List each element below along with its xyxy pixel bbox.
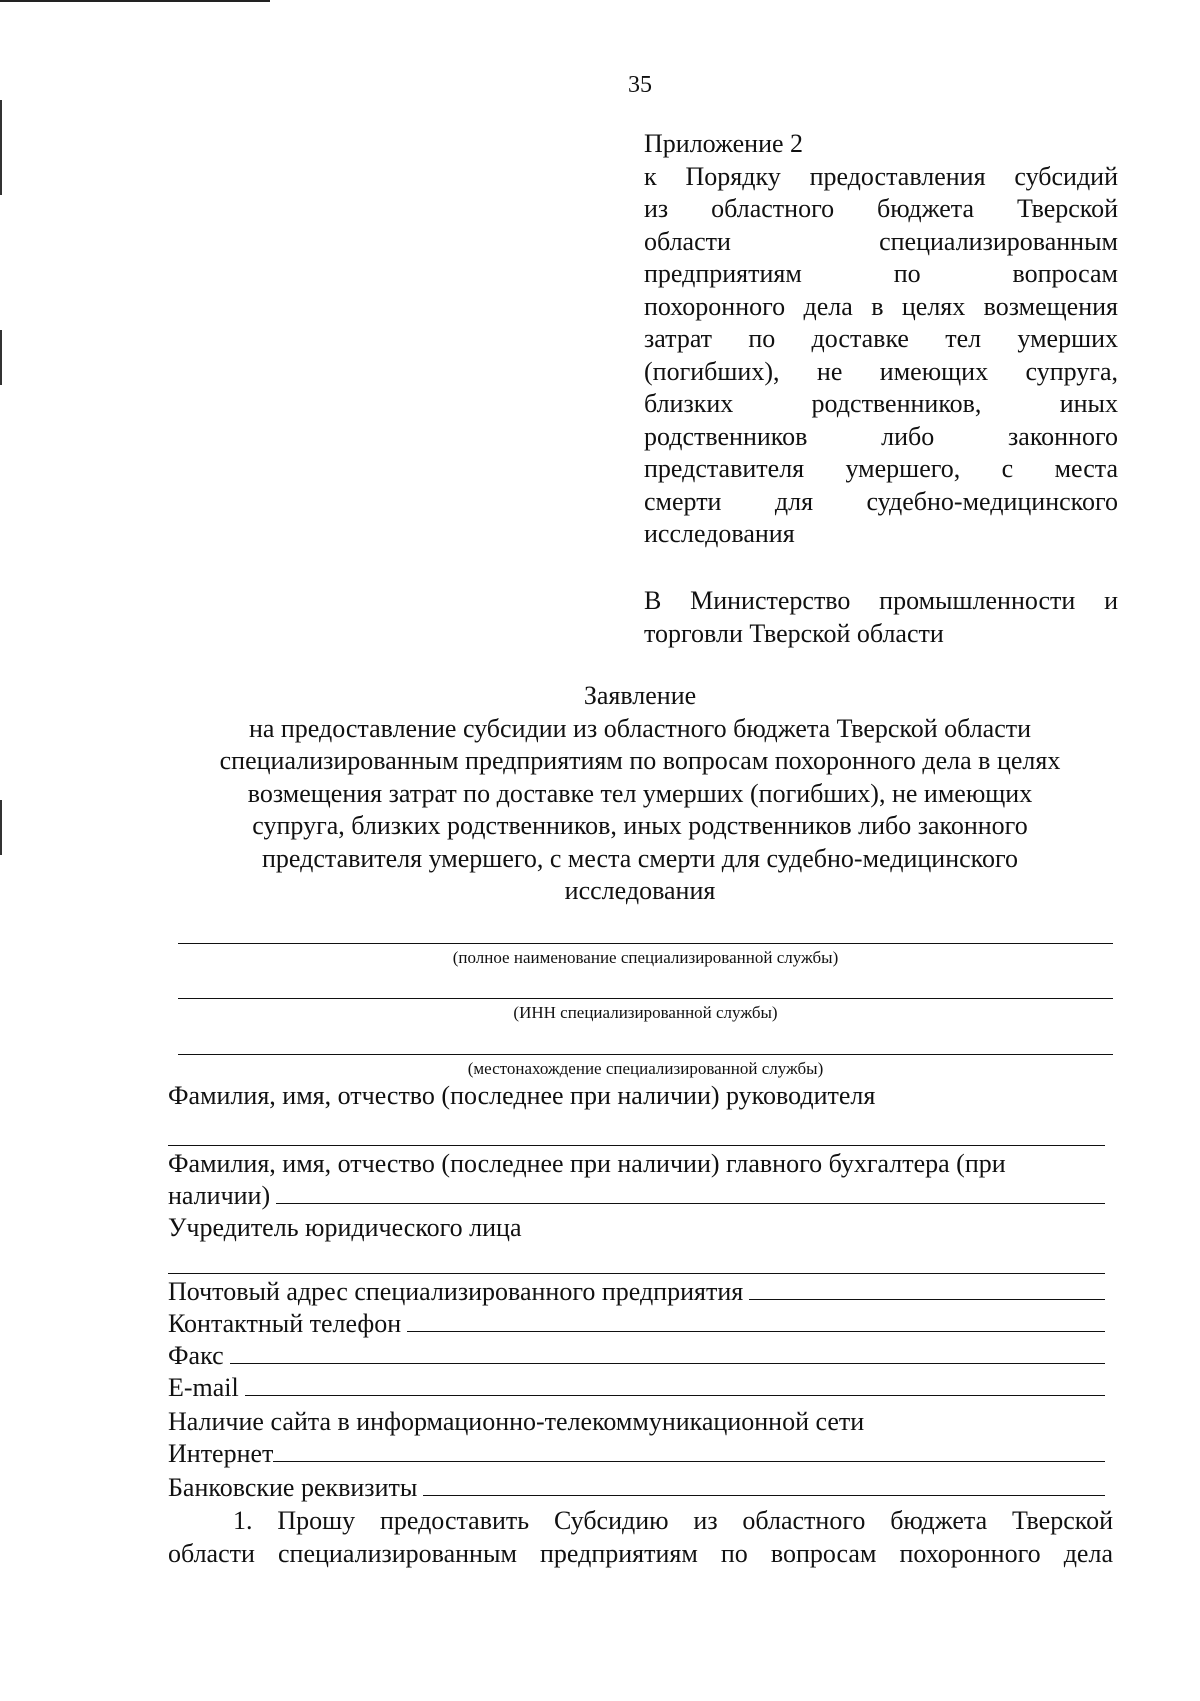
full-name-field[interactable]: [178, 943, 1113, 944]
statement-line: возмещения затрат по доставке тел умерших (погибших), не имеющих: [247, 778, 1033, 808]
founder-label-row: [168, 1212, 1105, 1244]
appendix-line: смерти для судебно-медицинского: [644, 486, 1118, 516]
appendix-title: Приложение 2: [644, 129, 804, 158]
appendix-line: к Порядку предоставления субсидий: [644, 161, 1118, 191]
paragraph-line: 1. Прошу предоставить Субсидию из областного бюджета Тверской: [233, 1506, 1113, 1535]
phone-row: [168, 1308, 1105, 1340]
statement-line: специализированным предприятиям по вопросам похоронного дела в целях: [219, 746, 1061, 775]
bank-row: [168, 1472, 1105, 1504]
accountant-label-row: [168, 1148, 1105, 1180]
page-number: 35: [628, 72, 652, 98]
statement-line: представителя умершего, с места смерти для судебно-медицинского: [262, 843, 1018, 873]
scan-artifact-left: [0, 100, 2, 195]
statement-title: Заявление: [583, 681, 697, 710]
appendix-line: из областного бюджета Тверской: [644, 194, 1118, 223]
appendix-line: близких родственников, иных: [644, 389, 1118, 418]
director-label-row: [168, 1080, 1105, 1112]
website-label-row: [168, 1406, 1105, 1438]
email-field[interactable]: [245, 1373, 1105, 1396]
location-field[interactable]: [178, 1054, 1113, 1055]
phone-field[interactable]: [407, 1309, 1105, 1332]
appendix-line: представителя умершего, с места: [644, 454, 1118, 483]
bank-field[interactable]: [423, 1473, 1105, 1496]
statement-line: исследования: [564, 876, 716, 905]
addressee: [644, 585, 1118, 650]
appendix-line: затрат по доставке тел умерших: [644, 324, 1118, 353]
scan-artifact-left: [0, 800, 2, 855]
paragraph-1: [168, 1505, 1113, 1570]
website-row: [168, 1438, 1105, 1470]
accountant-field[interactable]: [276, 1181, 1105, 1204]
addressee-line: торговли Тверской области: [644, 618, 944, 648]
postal-label: Почтовый адрес специализированного предприятия: [168, 1277, 744, 1306]
appendix-header: [644, 128, 1118, 551]
statement-line: на предоставление субсидии из областного бюджета Тверской области: [248, 713, 1032, 743]
appendix-line: родственников либо законного: [644, 421, 1118, 451]
director-field[interactable]: [168, 1145, 1105, 1146]
scan-artifact-left: [0, 330, 2, 385]
addressee-line: В Министерство промышленности и: [644, 586, 1118, 615]
director-label: Фамилия, имя, отчество (последнее при наличии) руководителя: [168, 1081, 876, 1110]
inn-caption: (ИНН специализированной службы): [513, 1003, 778, 1022]
bank-label: Банковские реквизиты: [168, 1473, 418, 1502]
location-caption: (местонахождение специализированной службы): [467, 1059, 824, 1078]
appendix-line: области специализированным: [644, 226, 1118, 256]
fax-field[interactable]: [230, 1341, 1105, 1364]
scan-artifact-top: [0, 0, 270, 2]
email-row: [168, 1372, 1105, 1404]
postal-row: [168, 1276, 1105, 1308]
statement-line: супруга, близких родственников, иных родственников либо законного: [252, 811, 1028, 840]
appendix-line: похоронного дела в целях возмещения: [644, 291, 1118, 321]
full-name-caption: (полное наименование специализированной службы): [452, 948, 839, 967]
appendix-line: исследования: [644, 519, 795, 548]
founder-field[interactable]: [168, 1273, 1105, 1274]
accountant-label: Фамилия, имя, отчество (последнее при наличии) главного бухгалтера (при: [168, 1149, 1006, 1178]
appendix-line: (погибших), не имеющих супруга,: [644, 356, 1118, 386]
fax-row: [168, 1340, 1105, 1372]
website-label-cont: Интернет: [168, 1439, 274, 1468]
email-label: E-mail: [168, 1373, 239, 1402]
appendix-line: предприятиям по вопросам: [644, 259, 1118, 288]
accountant-row: [168, 1180, 1105, 1212]
website-field[interactable]: [273, 1439, 1105, 1462]
statement-heading: [160, 680, 1120, 908]
accountant-label-cont: наличии): [168, 1181, 271, 1210]
inn-field[interactable]: [178, 998, 1113, 999]
postal-field[interactable]: [749, 1277, 1105, 1300]
phone-label: Контактный телефон: [168, 1309, 402, 1338]
fax-label: Факс: [168, 1341, 224, 1370]
website-label: Наличие сайта в информационно-телекоммуникационной сети: [168, 1407, 865, 1436]
paragraph-line: области специализированным предприятиям по вопросам похоронного дела: [168, 1538, 1113, 1568]
founder-label: Учредитель юридического лица: [168, 1213, 522, 1242]
